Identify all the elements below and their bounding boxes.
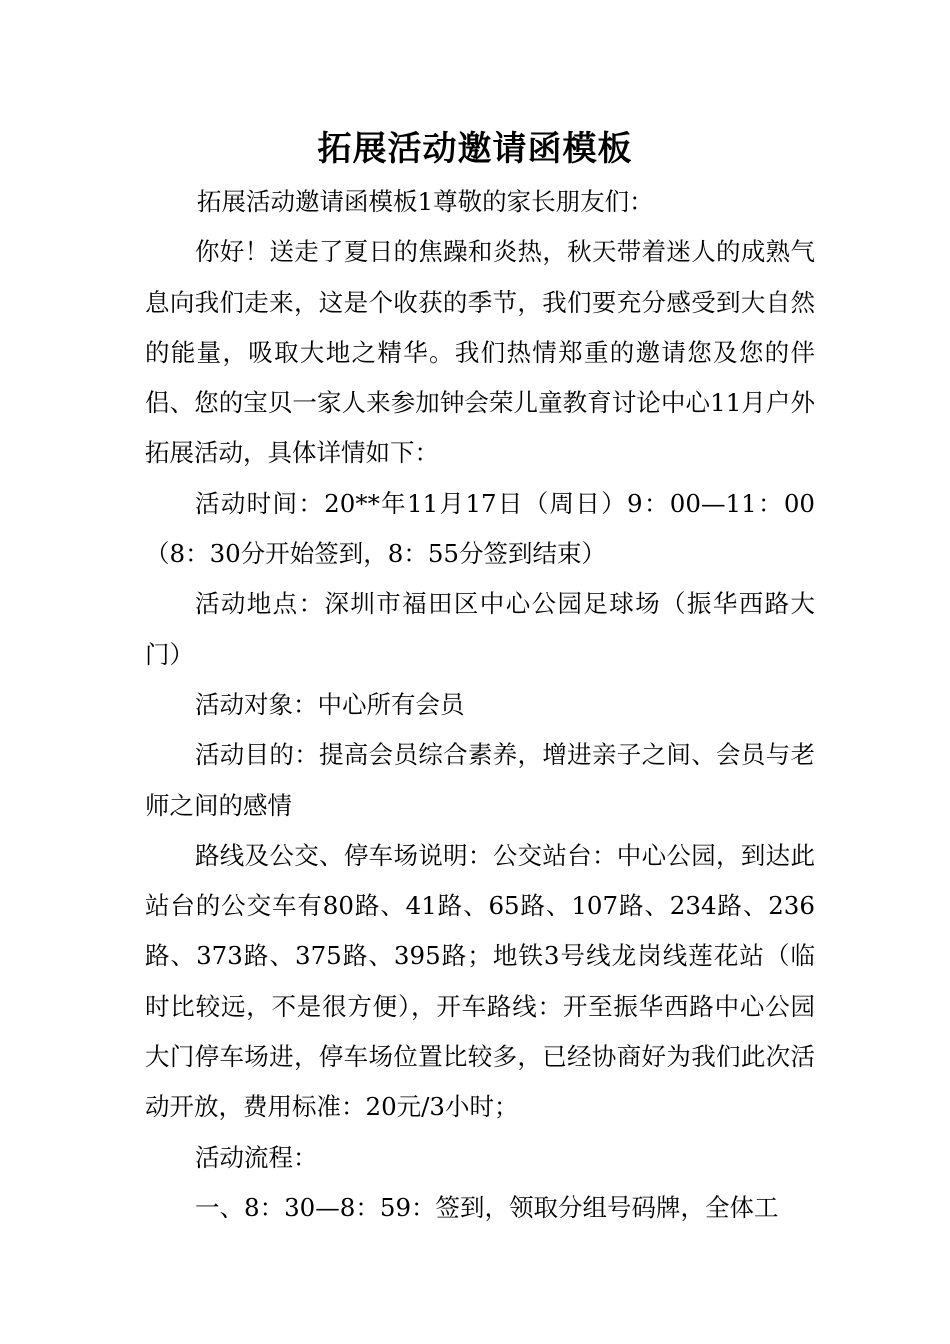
paragraph-location: 活动地点：深圳市福田区中心公园足球场（振华西路大门） [145,589,815,669]
paragraph-purpose: 活动目的：提高会员综合素养，增进亲子之间、会员与老师之间的感情 [145,740,815,820]
paragraph-audience: 活动对象：中心所有会员 [195,689,465,719]
paragraph-schedule-heading: 活动流程： [195,1142,318,1172]
paragraph-schedule-item-1: 一、8：30—8：59：签到，领取分组号码牌，全体工 [195,1192,779,1222]
document-body [145,177,815,1233]
document-title: 拓展活动邀请函模板 [317,129,633,169]
paragraph-intro: 你好！送走了夏日的焦躁和炎热，秋天带着迷人的成熟气息向我们走来，这是个收获的季节，我们要充分感受到大自然的能量，吸取大地之精华。我们热情郑重的邀请您及您的伴侣、您的宝贝一家人来参加钟会荣儿童教育讨论中心11月户外拓展活动，具体详情如下： [145,237,815,468]
paragraph-time: 活动时间：20**年11月17日（周日）9：00—11：00（8：30分开始签到，8：55分签到结束） [145,488,815,569]
paragraph-greeting: 拓展活动邀请函模板1尊敬的家长朋友们： [197,187,654,216]
paragraph-transport: 路线及公交、停车场说明：公交站台：中心公园，到达此站台的公交车有80路、41路、65路、107路、234路、236路、373路、375路、395路；地铁3号线龙岗线莲花站（临时比较远，不是很方便），开车路线：开至振华西路中心公园大门停车场进，停车场位置比较多，已经协商好为我们此次活动开放，费用标准：20元/3小时； [145,840,815,1122]
